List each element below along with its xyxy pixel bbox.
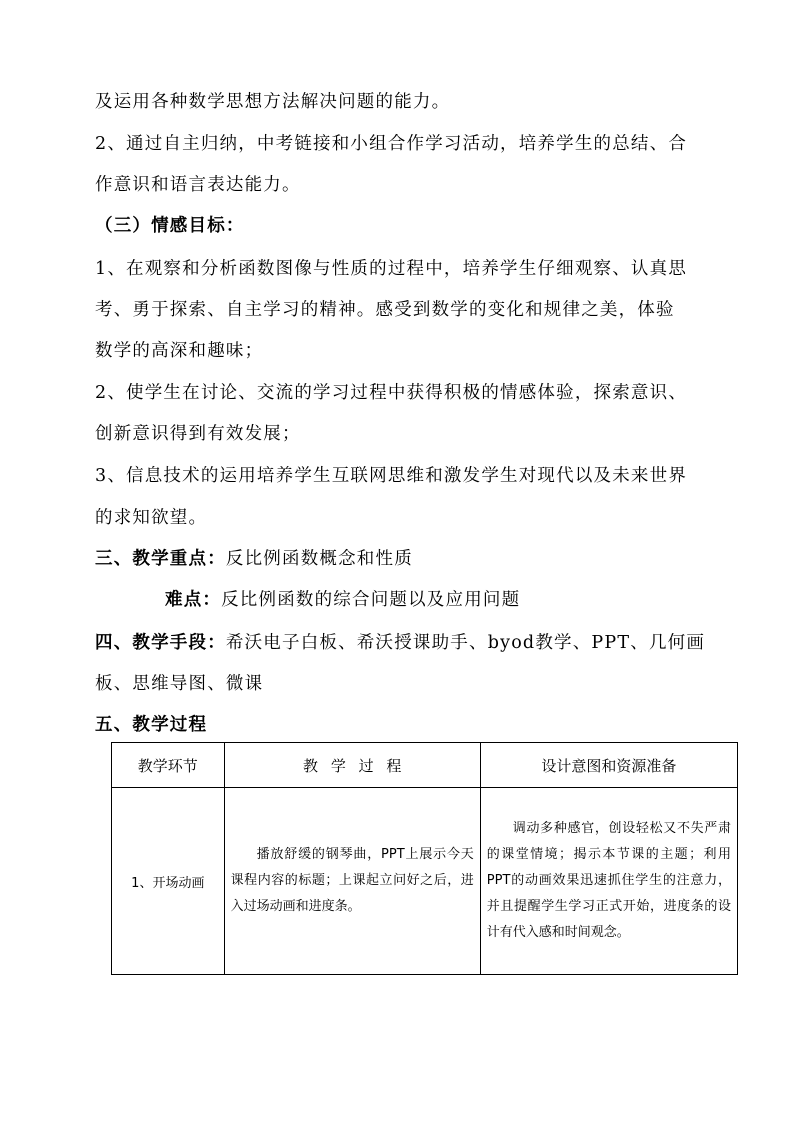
paragraph-line: 考、勇于探索、自主学习的精神。感受到数学的变化和规律之美，体验 — [95, 300, 675, 320]
table-header-cell: 教 学 过 程 — [224, 743, 480, 788]
key-points-label: 三、教学重点： — [95, 549, 226, 569]
key-points-line — [95, 545, 413, 570]
paragraph-line: 及运用各种数学思想方法解决问题的能力。 — [95, 92, 451, 112]
section-heading: （三）情感目标： — [95, 216, 245, 236]
key-points-text: 反比例函数概念和性质 — [225, 549, 413, 569]
difficulty-label: 难点： — [165, 590, 222, 610]
paragraph-line: 2、通过自主归纳，中考链接和小组合作学习活动，培养学生的总结、合 — [95, 134, 688, 154]
paragraph-line: 3、信息技术的运用培养学生互联网思维和激发学生对现代以及未来世界 — [95, 466, 688, 486]
paragraph-line: 数学的高深和趣味； — [95, 341, 264, 361]
difficulty-text: 反比例函数的综合问题以及应用问题 — [221, 590, 521, 610]
paragraph-line: 作意识和语言表达能力。 — [95, 175, 301, 195]
intent-text: 调动多种感官，创设轻松又不失严肃的课堂情境；揭示本节课的主题；利用PPT的动画效果迅速抓住学生的注意力，并且提醒学生学习正式开始，进度条的设计有代入感和时间观念。 — [486, 821, 731, 940]
paragraph-line: 创新意识得到有效发展； — [95, 424, 301, 444]
methods-label: 四、教学手段： — [95, 633, 226, 653]
process-heading: 五、教学过程 — [95, 715, 208, 735]
paragraph-line: 1、在观察和分析函数图像与性质的过程中，培养学生仔细观察、认真思 — [95, 259, 688, 279]
difficulty-line — [165, 586, 520, 611]
process-text: 播放舒缓的钢琴曲，PPT上展示今天课程内容的标题；上课起立问好之后，进入过场动画和进度条。 — [230, 847, 474, 914]
teaching-process-table — [111, 742, 738, 975]
table-header-cell: 教学环节 — [112, 743, 225, 788]
stage-cell: 1、开场动画 — [112, 788, 225, 975]
table-header-cell: 设计意图和资源准备 — [480, 743, 737, 788]
table-header-row — [112, 743, 738, 788]
paragraph-line: 的求知欲望。 — [95, 508, 208, 528]
methods-line-2: 板、思维导图、微课 — [95, 674, 264, 694]
intent-cell — [480, 788, 737, 975]
methods-line — [95, 629, 705, 654]
process-cell — [224, 788, 480, 975]
table-row — [112, 788, 738, 975]
paragraph-line: 2、使学生在讨论、交流的学习过程中获得积极的情感体验，探索意识、 — [95, 383, 688, 403]
methods-text: 希沃电子白板、希沃授课助手、byod教学、PPT、几何画 — [225, 633, 706, 653]
